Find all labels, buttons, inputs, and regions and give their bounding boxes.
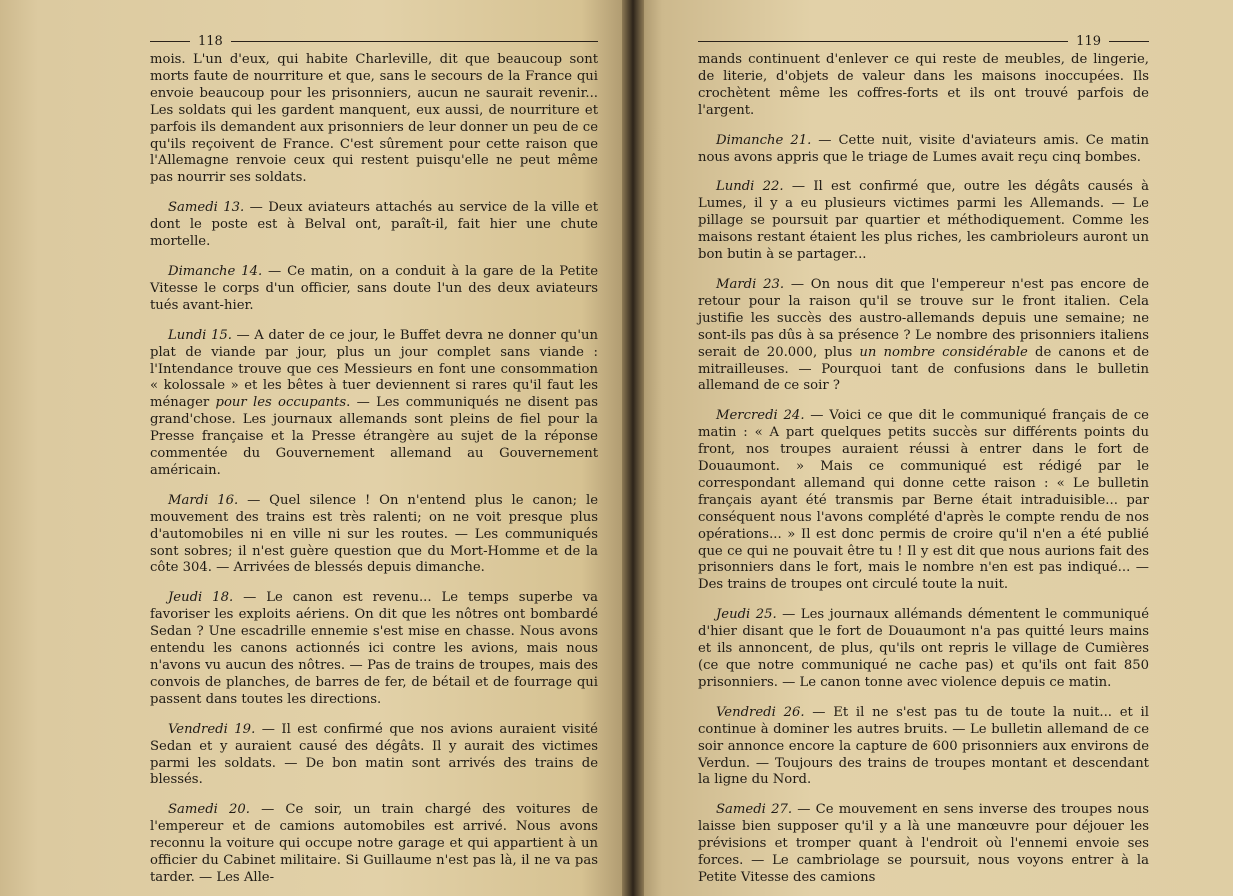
entry-date: Samedi 20. <box>168 802 250 818</box>
header-rule <box>1109 41 1149 42</box>
entry-date: Lundi 15. <box>168 327 232 343</box>
paragraph: Jeudi 25. — Les journaux allémands démentent le communiqué d'hier disant que le fort de Douaumont n'a pas quitté leurs mains et ils annoncent, de plus, qu'ils ont repris le village de Cumières (ce que notre communiqué ne cache pas) et qu'ils ont fait 850 prisonniers. — Le canon tonne avec violence depuis ce matin. <box>698 607 1149 690</box>
right-page <box>632 0 1233 896</box>
header-rule <box>698 41 1068 42</box>
paragraph: Dimanche 14. — Ce matin, on a conduit à la gare de la Petite Vitesse le corps d'un officier, sans doute l'un des deux aviateurs tués avant-hier. <box>150 263 598 313</box>
paragraph: Jeudi 18. — Le canon est revenu... Le temps superbe va favoriser les exploits aériens. On dit que les nôtres ont bombardé Sedan ? Une escadrille ennemie s'est mise en chasse. Nous avons entendu les canons actionnés ici contre les avions, mais nous n'avons vu aucun des nôtres. — Pas de trains de troupes, mais des convois de planches, de barres de fer, de bétail et de fourrage qui passent dans toutes les directions. <box>150 590 598 707</box>
paragraph: Mardi 23. — On nous dit que l'empereur n'est pas encore de retour pour la raison qu'il se trouve sur le front italien. Cela justifie les succès des austro-allemands depuis une semaine; ne sont-ils pas dûs à sa présence ? Le nombre des prisonniers italiens serait de 20.000, plus un nombre considérable de canons et de mitrailleuses. — Pourquoi tant de confusions dans le bulletin allemand de ce soir ? <box>698 276 1149 394</box>
right-page-text <box>698 52 1149 887</box>
entry-date: Dimanche 14. <box>168 263 263 279</box>
entry-date: Mardi 16. <box>168 492 239 508</box>
entry-date: Jeudi 25. <box>716 607 777 623</box>
paragraph: Vendredi 19. — Il est confirmé que nos avions auraient visité Sedan et y auraient causé des dégâts. Il y aurait des victimes parmi les soldats. — De bon matin sont arrivés des trains de blessés. <box>150 721 598 788</box>
paragraph: Mardi 16. — Quel silence ! On n'entend plus le canon; le mouvement des trains est très ralenti; on ne voit presque plus d'automobiles ni en ville ni sur les routes. — Les communiqués sont sobres; il n'est guère question que du Mort-Homme et de la côte 304. — Arrivées de blessés depuis dimanche. <box>150 492 598 576</box>
entry-date: Vendredi 26. <box>716 704 805 720</box>
entry-date: Dimanche 21. <box>716 132 812 148</box>
page-number: 118 <box>198 33 223 49</box>
header-rule <box>231 41 598 42</box>
header-rule <box>150 41 190 42</box>
paragraph: Samedi 13. — Deux aviateurs attachés au service de la ville et dont le poste est à Belval ont, paraît-il, fait hier une chute mortelle. <box>150 200 599 250</box>
paragraph: Lundi 22. — Il est confirmé que, outre les dégâts causés à Lumes, il y a eu plusieurs victimes parmi les Allemands. — Le pillage se poursuit par quartier et méthodiquement. Comme les maisons restant étaient les plus riches, les cambrioleurs auront un bon butin à se partager... <box>698 179 1149 263</box>
paragraph: Samedi 20. — Ce soir, un train chargé des voitures de l'empereur et de camions automobiles est arrivé. Nous avons reconnu la voiture qui occupe notre garage et qui appartient à un officier du Cabinet militaire. Si Guillaume n'est pas là, il ne va pas tarder. — Les Alle- <box>150 802 598 885</box>
entry-date: Samedi 27. <box>716 802 793 818</box>
page-number: 119 <box>1076 33 1101 49</box>
paragraph: mois. L'un d'eux, qui habite Charleville, dit que beaucoup sont morts faute de nourriture et que, sans le secours de la France qui envoie beaucoup pour les prisonniers, aucun ne saurait revenir... Les soldats qui les gardent manquent, eux aussi, de nourriture et parfois ils demandent aux prisonniers de leur donner un peu de ce qu'ils reçoivent de France. C'est sûrement pour cette raison que l'Allemagne renvoie ceux qui restent puisqu'elle ne peut même pas nourrir ses soldats. <box>150 52 598 186</box>
right-page-header <box>698 30 1149 52</box>
paragraph: Vendredi 26. — Et il ne s'est pas tu de toute la nuit... et il continue à dominer les autres bruits. — Le bulletin allemand de ce soir annonce encore la capture de 600 prisonniers aux environs de Verdun. — Toujours des trains de troupes montant et descendant la ligne du Nord. <box>698 704 1149 788</box>
entry-date: Mardi 23. <box>716 276 785 292</box>
entry-date: Vendredi 19. <box>168 721 256 737</box>
paragraph: Dimanche 21. — Cette nuit, visite d'aviateurs amis. Ce matin nous avons appris que le triage de Lumes avait reçu cinq bombes. <box>698 132 1150 165</box>
entry-date: Samedi 13. <box>168 200 245 216</box>
paragraph: Mercredi 24. — Voici ce que dit le communiqué français de ce matin : « A part quelques petits succès sur différents points du front, nos troupes auraient réussi à entrer dans le fort de Douaumont. » Mais ce communiqué est rédigé par le correspondant allemand qui donne cette raison : « Le bulletin français ayant été transmis par Berne était intraduisible... par conséquent nous l'avons complété d'après le compte rendu de nos opérations... » Il est donc permis de croire qu'il n'en a été publié que ce qui ne pouvait être tu ! Il y est dit que nous aurions fait des prisonniers dans le fort, mais le nombre n'en est pas indiqué... — Des trains de troupes ont circulé toute la nuit. <box>698 408 1149 593</box>
left-page-text <box>150 52 598 887</box>
paragraph: Samedi 27. — Ce mouvement en sens inverse des troupes nous laisse bien supposer qu'il y a là une manœuvre pour déjouer les prévisions et tromper quant à l'endroit où l'ennemi envoie ses forces. — Le cambriolage se poursuit, nous voyons entrer à la Petite Vitesse des camions <box>698 802 1149 885</box>
book-gutter <box>622 0 644 896</box>
italic-text: pour les occupants <box>215 395 347 411</box>
paragraph: Lundi 15. — A dater de ce jour, le Buffet devra ne donner qu'un plat de viande par jour, plus un jour complet sans viande : l'Intendance trouve que ces Messieurs en font une consommation « kolossale » et les bêtes à tuer deviennent si rares qu'il faut les ménager pour les occupants. — Les communiqués ne disent pas grand'chose. Les journaux allemands sont pleins de fiel pour la Presse française et la Presse étrangère au sujet de la réponse commentée du Gouvernement allemand au Gouvernement américain. <box>150 327 599 478</box>
paragraph: mands continuent d'enlever ce qui reste de meubles, de lingerie, de literie, d'objets de valeur dans les maisons inoccupées. Ils crochètent même les coffres-forts et ils ont trouvé parfois de l'argent. <box>698 52 1149 118</box>
italic-text: un nombre considérable <box>859 344 1028 360</box>
entry-date: Mercredi 24. <box>716 408 805 424</box>
entry-date: Jeudi 18. <box>168 590 234 606</box>
left-page-header <box>150 30 598 52</box>
entry-date: Lundi 22. <box>716 179 784 195</box>
